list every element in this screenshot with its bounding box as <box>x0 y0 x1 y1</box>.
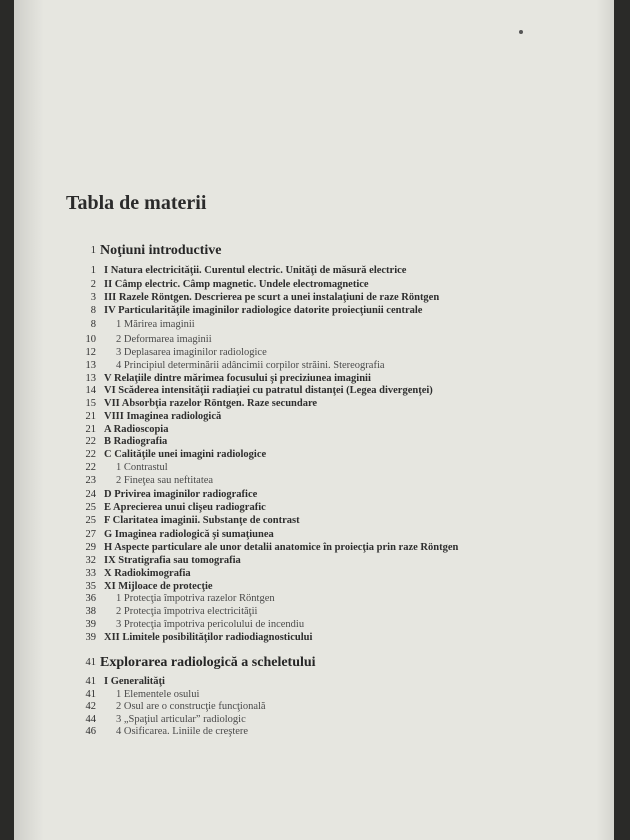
toc-subsection-title: 2 Protecţia împotriva electricităţii <box>116 606 258 617</box>
toc-chapter-title: IV Particularităţile imaginilor radiologice datorite proiecţiunii centrale <box>104 305 423 316</box>
toc-subsection-title: 3 Deplasarea imaginilor radiologice <box>116 347 267 358</box>
toc-chapter-title: G Imaginea radiologică şi sumaţiunea <box>104 529 274 540</box>
toc-entry <box>0 567 630 580</box>
toc-page-number: 27 <box>85 529 96 540</box>
toc-subsection-title: 1 Contrastul <box>116 462 168 473</box>
toc-entry <box>0 605 630 618</box>
toc-chapter-title: E Aprecierea unui clişeu radiografic <box>104 502 266 513</box>
toc-page-number: 25 <box>85 502 96 513</box>
toc-page-number: 41 <box>85 689 96 700</box>
toc-entry <box>0 397 630 410</box>
toc-entry <box>0 488 630 501</box>
toc-page-number: 21 <box>85 424 96 435</box>
toc-entry <box>0 242 630 259</box>
toc-page-number: 41 <box>85 676 96 687</box>
toc-page-number: 10 <box>85 334 96 345</box>
toc-page-number: 12 <box>85 347 96 358</box>
toc-page-number: 22 <box>85 462 96 473</box>
toc-page-number: 21 <box>85 411 96 422</box>
toc-chapter-title: I Generalităţi <box>104 676 165 687</box>
toc-page-number: 3 <box>90 292 96 303</box>
toc-entry <box>0 333 630 346</box>
toc-chapter-title: A Radioscopia <box>104 424 169 435</box>
toc-entry <box>0 384 630 397</box>
toc-entry <box>0 675 630 688</box>
toc-entry <box>0 318 630 331</box>
page-title: Tabla de materii <box>66 192 207 214</box>
toc-entry <box>0 528 630 541</box>
toc-entry <box>0 278 630 291</box>
toc-chapter-title: III Razele Röntgen. Descrierea pe scurt a unei instalaţiuni de raze Röntgen <box>104 292 440 303</box>
toc-entry <box>0 410 630 423</box>
toc-subsection-title: 1 Mărirea imaginii <box>116 319 195 330</box>
toc-chapter-title: F Claritatea imaginii. Substanţe de contrast <box>104 515 300 526</box>
toc-page-number: 23 <box>85 475 96 486</box>
toc-chapter-title: C Calităţile unei imagini radiologice <box>104 449 267 460</box>
toc-entry <box>0 435 630 448</box>
toc-page-number: 15 <box>85 398 96 409</box>
toc-subsection-title: 3 Protecţia împotriva pericolului de incendiu <box>116 619 305 630</box>
toc-subsection-title: 1 Protecţia împotriva razelor Röntgen <box>116 593 275 604</box>
toc-page-number: 41 <box>85 657 96 668</box>
toc-chapter-title: V Relaţiile dintre mărimea focusului şi preciziunea imaginii <box>104 373 371 384</box>
toc-page-number: 8 <box>90 305 96 316</box>
toc-subsection-title: 4 Principiul determinării adâncimii corpilor străini. Stereografia <box>116 360 385 371</box>
toc-page-number: 24 <box>85 489 96 500</box>
toc-page-number: 25 <box>85 515 96 526</box>
toc-chapter-title: XII Limitele posibilităţilor radiodiagnosticului <box>104 632 313 643</box>
toc-entry <box>0 474 630 487</box>
toc-entry <box>0 654 630 671</box>
toc-chapter-title: XI Mijloace de protecţie <box>104 581 213 592</box>
toc-entry <box>0 359 630 372</box>
toc-entry <box>0 725 630 738</box>
toc-entry <box>0 291 630 304</box>
toc-page-number: 29 <box>85 542 96 553</box>
toc-entry <box>0 554 630 567</box>
toc-entry <box>0 461 630 474</box>
toc-chapter-title: H Aspecte particulare ale unor detalii anatomice în proiecţia prin raze Röntgen <box>104 542 459 553</box>
toc-page-number: 13 <box>85 360 96 371</box>
toc-subsection-title: 2 Osul are o construcţie funcţională <box>116 701 266 712</box>
toc-page-number: 38 <box>85 606 96 617</box>
toc-page-number: 36 <box>85 593 96 604</box>
toc-page-number: 32 <box>85 555 96 566</box>
toc-subsection-title: 3 „Spaţiul articular” radiologic <box>116 714 246 725</box>
toc-page-number: 13 <box>85 373 96 384</box>
toc-page-number: 14 <box>85 385 96 396</box>
toc-part-title: Noţiuni introductive <box>100 243 222 258</box>
toc-page-number: 1 <box>90 265 96 276</box>
toc-entry <box>0 501 630 514</box>
toc-entry <box>0 631 630 644</box>
toc-chapter-title: I Natura electricităţii. Curentul electric. Unităţi de măsură electrice <box>104 265 407 276</box>
toc-chapter-title: D Privirea imaginilor radiografice <box>104 489 258 500</box>
toc-entry <box>0 448 630 461</box>
toc-page-number: 35 <box>85 581 96 592</box>
toc-entry <box>0 700 630 713</box>
toc-page-number: 8 <box>90 319 96 330</box>
toc-entry <box>0 346 630 359</box>
toc-chapter-title: VIII Imaginea radiologică <box>104 411 222 422</box>
toc-part-title: Explorarea radiologică a scheletului <box>100 655 316 670</box>
toc-entry <box>0 264 630 277</box>
toc-chapter-title: VI Scăderea intensităţii radiaţiei cu patratul distanţei (Legea divergenţei) <box>104 385 433 396</box>
toc-chapter-title: VII Absorbţia razelor Röntgen. Raze secundare <box>104 398 318 409</box>
toc-page-number: 39 <box>85 632 96 643</box>
toc-subsection-title: 4 Osificarea. Liniile de creştere <box>116 726 249 737</box>
toc-entry <box>0 514 630 527</box>
toc-entry <box>0 618 630 631</box>
toc-page-number: 22 <box>85 436 96 447</box>
toc-chapter-title: X Radiokimografia <box>104 568 191 579</box>
toc-page-number: 22 <box>85 449 96 460</box>
toc-page-number: 39 <box>85 619 96 630</box>
toc-subsection-title: 2 Deformarea imaginii <box>116 334 212 345</box>
toc-page-number: 46 <box>85 726 96 737</box>
toc-page-number: 42 <box>85 701 96 712</box>
toc-page-number: 33 <box>85 568 96 579</box>
toc-entry <box>0 304 630 317</box>
toc-entry <box>0 592 630 605</box>
toc-page-number: 44 <box>85 714 96 725</box>
toc-page-number: 2 <box>90 279 96 290</box>
toc-chapter-title: II Câmp electric. Câmp magnetic. Undele electromagnetice <box>104 279 369 290</box>
toc-page-number: 1 <box>90 245 96 256</box>
toc-entry <box>0 541 630 554</box>
toc-chapter-title: IX Stratigrafia sau tomografia <box>104 555 241 566</box>
toc-chapter-title: B Radiografia <box>104 436 168 447</box>
toc-subsection-title: 2 Fineţea sau neftitatea <box>116 475 214 486</box>
toc-subsection-title: 1 Elementele osului <box>116 689 200 700</box>
